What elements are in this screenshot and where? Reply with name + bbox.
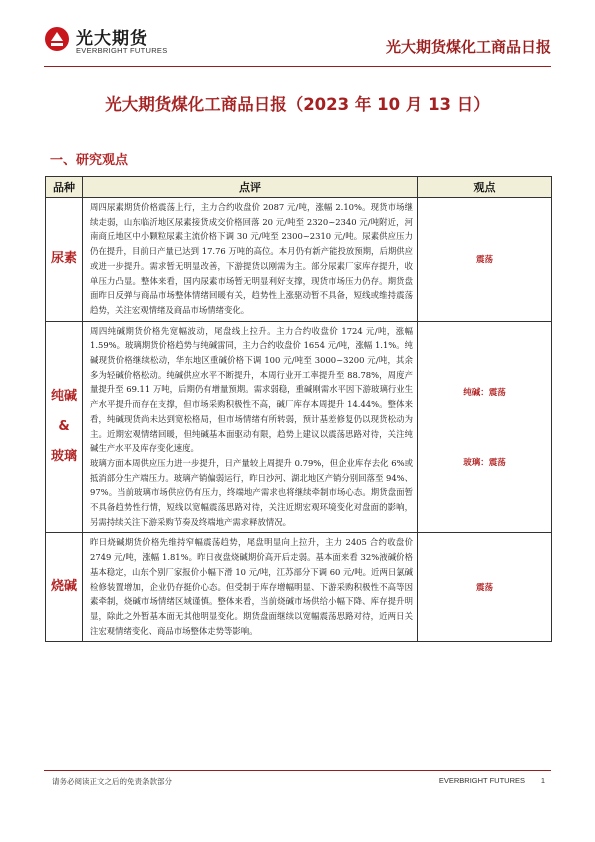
- column-header-view: 观点: [418, 177, 552, 198]
- column-header-variety: 品种: [46, 177, 83, 198]
- column-header-comment: 点评: [83, 177, 418, 198]
- comment-paragraph: 周四纯碱期货价格先宽幅波动，尾盘线上拉升。主力合约收盘价 1724 元/吨，涨幅 1.59%。玻璃期货价格趋势与纯碱雷同，主力合约收盘价 1654 元/吨，涨幅 1.1%。纯碱现货价格继续松动，华东地区重碱价格下调 100 元/吨至 3000~3200 元/吨，其余多为轻碱价格松动。纯碱供应水平不断提升，本周行业开工率提升至 88.78%，周度产量提升至 69.11 万吨，后期仍有增量预期。需求弱稳，重碱刚需水平因下游玻璃行业生产水平提升而存在支撑，但市场采购积极性不高，碱厂库存本周提升 14.44%。整体来看，纯碱现货尚未达到宽松格局，但市场情绪有所转弱，预计基差修复仍以现货松动为主。近期宏观情绪回暖，但纯碱基本面驱动有限，趋势上建议以震荡思路对待，关注纯碱生产水平及库存变化速度。: [90, 325, 413, 454]
- header-title: 光大期货煤化工商品日报: [385, 38, 551, 56]
- table-header-row: [46, 177, 552, 198]
- footer-divider: [44, 770, 551, 771]
- comment-paragraph: 玻璃方面本周供应压力进一步提升，日产量较上周提升 0.79%，但企业库存去化 6%或抵消部分生产端压力。玻璃产销偏弱运行，昨日沙河、湖北地区产销分别回落至 94%、97%。当前玻璃市场供应仍有压力，终端地产需求也将继续牵制市场心态。期货盘面暂不具备趋势性行情，短线以宽幅震荡思路对待，关注近期宏观环境变化对盘面的影响，另需持续关注下游采购节奏及终端地产需求释放情况。: [90, 457, 413, 527]
- table-row-urea: [46, 198, 552, 322]
- comment-cell: [83, 198, 418, 322]
- table-row-soda-glass: [46, 321, 552, 533]
- table-row-caustic-soda: [46, 533, 552, 642]
- footer-disclaimer: 请务必阅读正文之后的免责条款部分: [52, 777, 172, 786]
- comment-cell: [83, 321, 418, 533]
- view-label-soda: 纯碱：震荡: [463, 388, 506, 399]
- logo-text-cn: 光大期货: [76, 29, 148, 49]
- view-label-glass: 玻璃：震荡: [463, 458, 506, 469]
- header-divider: [44, 66, 551, 67]
- view-cell: 震荡: [418, 198, 552, 322]
- section-heading: 一、研究观点: [50, 153, 129, 168]
- comment-paragraph: 周四尿素期货价格震荡上行，主力合约收盘价 2087 元/吨，涨幅 2.10%。现货市场继续走弱，山东临沂地区尿素接货成交价格回落 20 元/吨至 2320~2340 元/吨附近，河南商丘地区中小颗粒尿素主流价格下调 30 元/吨至 2300~2310 元/吨。尿素供应压力仍在提升，目前日产量已达到 17.76 万吨的高位。本月仍有新产能投放预期，后期供应或进一步提升。需求暂无明显改善，下游提货以刚需为主。部分尿素厂家库存提升，收单压力凸显。整体来看，国内尿素市场暂无明显利好支撑，现货市场压力仍存。期货盘面昨日反弹与商品市场整体情绪回暖有关，趋势性上涨驱动暂不具备，短线或维持震荡趋势，关注宏观情绪及商品市场情绪变化。: [90, 202, 413, 315]
- view-cell: [418, 321, 552, 533]
- company-logo-mark: [44, 26, 70, 52]
- variety-cell: 烧碱: [46, 533, 83, 642]
- variety-label: 纯碱: [50, 389, 77, 405]
- company-logo: [44, 24, 184, 62]
- document-title: 光大期货煤化工商品日报（2023 年 10 月 13 日）: [105, 95, 490, 114]
- page-number: 1: [540, 776, 545, 785]
- comment-paragraph: 昨日烧碱期货价格先维持窄幅震荡趋势，尾盘明显向上拉升，主力 2405 合约收盘价 2749 元/吨，涨幅 1.81%。昨日夜盘烧碱期价高开后走弱。基本面来看 32%液碱价格基本稳定，山东个别厂家报价小幅下滑 10 元/吨，江苏部分下调 60 元/吨。近两日氯碱检修装置增加，企业仍存挺价心态。但受制于库存增幅明显、下游采购积极性不高等因素牵制，烧碱市场情绪区域谨慎。整体来看，当前烧碱市场供给小幅下降、库存提升明显，除此之外暂基本面无其他明显变化。期货盘面继续以宽幅震荡思路对待，近两日关注宏观情绪变化、商品市场整体走势等影响。: [90, 537, 413, 636]
- research-table: [45, 176, 552, 642]
- variety-label: 玻璃: [50, 449, 77, 465]
- view-cell: 震荡: [418, 533, 552, 642]
- footer-brand: EVERBRIGHT FUTURES: [438, 776, 525, 785]
- comment-cell: [83, 533, 418, 642]
- logo-text-en: EVERBRIGHT FUTURES: [76, 46, 168, 55]
- variety-cell: [46, 321, 83, 533]
- variety-label: &: [58, 419, 70, 435]
- variety-cell: 尿素: [46, 198, 83, 322]
